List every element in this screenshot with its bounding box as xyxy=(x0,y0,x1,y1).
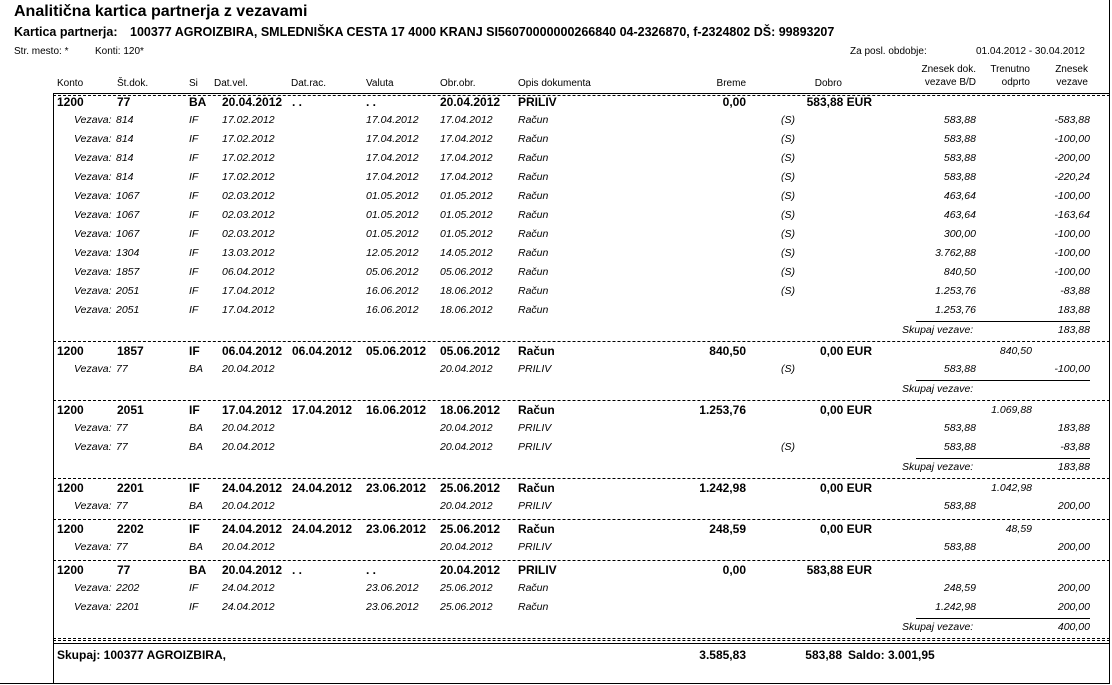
main-datvel: 06.04.2012 xyxy=(222,344,283,358)
link-opis: Račun xyxy=(518,133,549,145)
main-opis: Račun xyxy=(518,403,555,417)
link-datvel: 17.04.2012 xyxy=(222,285,275,297)
main-si: IF xyxy=(189,481,200,495)
link-vlabel: Vezava: xyxy=(74,133,112,145)
link-vlabel: Vezava: xyxy=(74,441,112,453)
main-breme: 1.253,76 xyxy=(699,403,746,417)
link-obrobr: 20.04.2012 xyxy=(440,363,493,375)
main-si: IF xyxy=(189,344,200,358)
col-konto: Konto xyxy=(57,78,84,89)
skupaj-vezave-label: Skupaj vezave: xyxy=(902,383,974,395)
main-obrobr: 25.06.2012 xyxy=(440,481,501,495)
link-vlabel: Vezava: xyxy=(74,582,112,594)
main-breme: 0,00 xyxy=(722,563,746,577)
main-opis: PRILIV xyxy=(518,563,557,577)
main-dobro: 0,00 EUR xyxy=(819,522,872,536)
main-datvel: 24.04.2012 xyxy=(222,522,283,536)
link-datvel: 20.04.2012 xyxy=(222,541,275,553)
main-dobro: 0,00 EUR xyxy=(819,403,872,417)
main-stdok: 1857 xyxy=(117,344,144,358)
footer-saldo: Saldo: 3.001,95 xyxy=(848,648,935,662)
link-znesek_bd: 583,88 xyxy=(943,171,976,183)
left-margin-line xyxy=(53,93,54,684)
main-datrac: . . xyxy=(292,563,303,577)
link-vlabel: Vezava: xyxy=(74,171,112,183)
link-s: (S) xyxy=(781,247,795,259)
link-znesek_bd: 583,88 xyxy=(943,363,976,375)
main-datrac: 17.04.2012 xyxy=(292,403,353,417)
link-si: IF xyxy=(189,266,199,278)
link-datvel: 24.04.2012 xyxy=(222,582,275,594)
link-s: (S) xyxy=(781,441,795,453)
link-nr: 77 xyxy=(116,441,128,453)
link-s: (S) xyxy=(781,209,795,221)
main-datvel: 24.04.2012 xyxy=(222,481,283,495)
link-nr: 1067 xyxy=(116,228,140,240)
group-separator xyxy=(53,400,1110,401)
link-vlabel: Vezava: xyxy=(74,114,112,126)
link-obrobr: 20.04.2012 xyxy=(440,422,493,434)
main-stdok: 77 xyxy=(117,95,131,109)
link-si: IF xyxy=(189,247,199,259)
link-vlabel: Vezava: xyxy=(74,228,112,240)
link-vlabel: Vezava: xyxy=(74,304,112,316)
link-si: IF xyxy=(189,582,199,594)
report-title: Analitična kartica partnerja z vezavami xyxy=(14,3,308,20)
link-obrobr: 14.05.2012 xyxy=(440,247,493,259)
main-obrobr: 20.04.2012 xyxy=(440,563,501,577)
main-opis: PRILIV xyxy=(518,95,557,109)
link-znesek_bd: 463,64 xyxy=(943,209,976,221)
main-valuta: 05.06.2012 xyxy=(366,344,427,358)
link-obrobr: 18.06.2012 xyxy=(440,285,493,297)
link-opis: Račun xyxy=(518,601,549,613)
link-nr: 1304 xyxy=(116,247,140,259)
link-znesek_vez: 200,00 xyxy=(1057,582,1090,594)
link-znesek_vez: 200,00 xyxy=(1057,541,1090,553)
link-znesek_vez: -100,00 xyxy=(1054,190,1090,202)
main-si: IF xyxy=(189,403,200,417)
link-s: (S) xyxy=(781,363,795,375)
group-separator xyxy=(53,341,1110,342)
main-obrobr: 20.04.2012 xyxy=(440,95,501,109)
col-si: Si xyxy=(189,78,198,89)
link-opis: PRILIV xyxy=(518,441,552,453)
link-datvel: 06.04.2012 xyxy=(222,266,275,278)
link-opis: PRILIV xyxy=(518,363,552,375)
main-obrobr: 25.06.2012 xyxy=(440,522,501,536)
col-valuta: Valuta xyxy=(366,78,394,89)
col-opis: Opis dokumenta xyxy=(518,78,591,89)
link-obrobr: 01.05.2012 xyxy=(440,228,493,240)
col-breme: Breme xyxy=(716,78,746,89)
link-znesek_vez: -100,00 xyxy=(1054,228,1090,240)
link-datvel: 20.04.2012 xyxy=(222,441,275,453)
link-znesek_vez: -100,00 xyxy=(1054,363,1090,375)
link-nr: 814 xyxy=(116,133,134,145)
link-datvel: 20.04.2012 xyxy=(222,363,275,375)
main-valuta: 23.06.2012 xyxy=(366,481,427,495)
link-datvel: 02.03.2012 xyxy=(222,228,275,240)
link-znesek_vez: 200,00 xyxy=(1057,500,1090,512)
link-vlabel: Vezava: xyxy=(74,152,112,164)
main-datrac: 24.04.2012 xyxy=(292,481,353,495)
link-obrobr: 17.04.2012 xyxy=(440,171,493,183)
link-si: IF xyxy=(189,209,199,221)
link-datvel: 17.02.2012 xyxy=(222,114,275,126)
link-vlabel: Vezava: xyxy=(74,541,112,553)
main-konto: 1200 xyxy=(57,481,84,495)
main-obrobr: 05.06.2012 xyxy=(440,344,501,358)
link-znesek_vez: -220,24 xyxy=(1054,171,1090,183)
link-vlabel: Vezava: xyxy=(74,209,112,221)
link-znesek_bd: 300,00 xyxy=(943,228,976,240)
link-valuta: 17.04.2012 xyxy=(366,133,419,145)
link-nr: 814 xyxy=(116,152,134,164)
link-znesek_vez: -100,00 xyxy=(1054,133,1090,145)
link-znesek_vez: 183,88 xyxy=(1057,304,1090,316)
link-nr: 77 xyxy=(116,363,128,375)
link-znesek_bd: 1.253,76 xyxy=(935,304,976,316)
col-znesek-vez-line1: Znesek xyxy=(1055,64,1088,75)
header-dashes xyxy=(53,95,1110,96)
link-datvel: 20.04.2012 xyxy=(222,422,275,434)
col-obrobr: Obr.obr. xyxy=(440,78,476,89)
link-s: (S) xyxy=(781,228,795,240)
link-si: IF xyxy=(189,285,199,297)
link-s: (S) xyxy=(781,285,795,297)
link-datvel: 17.02.2012 xyxy=(222,152,275,164)
col-znesek-dok-line1: Znesek dok. xyxy=(921,64,976,75)
link-znesek_bd: 1.253,76 xyxy=(935,285,976,297)
link-valuta: 16.06.2012 xyxy=(366,285,419,297)
main-stdok: 2051 xyxy=(117,403,144,417)
link-nr: 1857 xyxy=(116,266,140,278)
link-valuta: 01.05.2012 xyxy=(366,228,419,240)
partner-info: 100377 AGROIZBIRA, SMLEDNIŠKA CESTA 17 4000 KRANJ SI56070000000266840 04-2326870, f-2324802 DŠ: 99893207 xyxy=(130,25,835,39)
link-datvel: 02.03.2012 xyxy=(222,190,275,202)
link-valuta: 17.04.2012 xyxy=(366,152,419,164)
col-znesek-dok-line2: vezave B/D xyxy=(924,77,976,88)
main-dobro: 583,88 EUR xyxy=(806,95,872,109)
footer-dashes xyxy=(53,640,1110,641)
link-valuta: 01.05.2012 xyxy=(366,190,419,202)
link-si: IF xyxy=(189,190,199,202)
main-stdok: 2201 xyxy=(117,481,144,495)
link-datvel: 17.02.2012 xyxy=(222,133,275,145)
main-valuta: 23.06.2012 xyxy=(366,522,427,536)
link-znesek_vez: -583,88 xyxy=(1054,114,1090,126)
link-vlabel: Vezava: xyxy=(74,247,112,259)
col-trenutno-line2: odprto xyxy=(1001,77,1030,88)
link-obrobr: 17.04.2012 xyxy=(440,133,493,145)
main-datvel: 20.04.2012 xyxy=(222,95,283,109)
link-znesek_vez: 183,88 xyxy=(1057,422,1090,434)
link-valuta: 16.06.2012 xyxy=(366,304,419,316)
main-breme: 248,59 xyxy=(709,522,746,536)
skupaj-vezave-value: 183,88 xyxy=(1057,324,1090,336)
link-znesek_bd: 583,88 xyxy=(943,152,976,164)
link-opis: Račun xyxy=(518,114,549,126)
link-vlabel: Vezava: xyxy=(74,601,112,613)
col-trenutno-odprto xyxy=(970,63,1030,89)
link-valuta: 01.05.2012 xyxy=(366,209,419,221)
link-vlabel: Vezava: xyxy=(74,363,112,375)
group-separator xyxy=(53,560,1110,561)
col-znesek-vez-line2: vezave xyxy=(1056,77,1088,88)
main-konto: 1200 xyxy=(57,522,84,536)
link-obrobr: 20.04.2012 xyxy=(440,441,493,453)
link-znesek_bd: 583,88 xyxy=(943,541,976,553)
link-znesek_bd: 583,88 xyxy=(943,422,976,434)
main-dobro: 583,88 EUR xyxy=(806,563,872,577)
link-obrobr: 20.04.2012 xyxy=(440,500,493,512)
link-valuta: 17.04.2012 xyxy=(366,114,419,126)
link-valuta: 05.06.2012 xyxy=(366,266,419,278)
link-vlabel: Vezava: xyxy=(74,190,112,202)
link-datvel: 24.04.2012 xyxy=(222,601,275,613)
link-nr: 77 xyxy=(116,541,128,553)
link-si: BA xyxy=(189,363,204,375)
link-vlabel: Vezava: xyxy=(74,422,112,434)
konti: Konti: 120* xyxy=(95,46,144,57)
link-obrobr: 01.05.2012 xyxy=(440,190,493,202)
main-datrac: 06.04.2012 xyxy=(292,344,353,358)
link-nr: 814 xyxy=(116,114,134,126)
link-si: BA xyxy=(189,541,204,553)
footer-label: Skupaj: 100377 AGROIZBIRA, xyxy=(57,648,226,662)
link-si: BA xyxy=(189,422,204,434)
col-stdok: Št.dok. xyxy=(117,78,149,89)
main-dobro: 0,00 EUR xyxy=(819,481,872,495)
link-obrobr: 25.06.2012 xyxy=(440,582,493,594)
skupaj-vezave-value: 183,88 xyxy=(1057,461,1090,473)
main-valuta: . . xyxy=(366,563,377,577)
main-obrobr: 18.06.2012 xyxy=(440,403,501,417)
link-opis: PRILIV xyxy=(518,500,552,512)
link-nr: 1067 xyxy=(116,190,140,202)
main-datrac: . . xyxy=(292,95,303,109)
link-valuta: 23.06.2012 xyxy=(366,582,419,594)
link-nr: 2202 xyxy=(116,582,140,594)
group-separator xyxy=(53,519,1110,520)
link-nr: 2201 xyxy=(116,601,140,613)
link-vlabel: Vezava: xyxy=(74,500,112,512)
link-opis: Račun xyxy=(518,171,549,183)
link-si: IF xyxy=(189,152,199,164)
skupaj-underline xyxy=(916,321,1090,322)
main-opis: Račun xyxy=(518,481,555,495)
col-trenutno-line1: Trenutno xyxy=(990,64,1030,75)
main-konto: 1200 xyxy=(57,403,84,417)
link-si: BA xyxy=(189,441,204,453)
link-valuta: 23.06.2012 xyxy=(366,601,419,613)
link-s: (S) xyxy=(781,190,795,202)
link-si: IF xyxy=(189,114,199,126)
link-si: IF xyxy=(189,601,199,613)
link-opis: Račun xyxy=(518,285,549,297)
link-znesek_bd: 248,59 xyxy=(943,582,976,594)
link-opis: Račun xyxy=(518,209,549,221)
link-opis: Račun xyxy=(518,247,549,259)
link-s: (S) xyxy=(781,266,795,278)
link-obrobr: 18.06.2012 xyxy=(440,304,493,316)
main-stdok: 2202 xyxy=(117,522,144,536)
link-znesek_vez: -200,00 xyxy=(1054,152,1090,164)
link-obrobr: 05.06.2012 xyxy=(440,266,493,278)
main-odprto: 1.042,98 xyxy=(991,482,1032,494)
skupaj-vezave-label: Skupaj vezave: xyxy=(902,461,974,473)
link-valuta: 12.05.2012 xyxy=(366,247,419,259)
link-znesek_vez: -100,00 xyxy=(1054,266,1090,278)
main-si: BA xyxy=(189,95,207,109)
link-znesek_bd: 583,88 xyxy=(943,133,976,145)
period-label: Za posl. obdobje: xyxy=(850,46,927,57)
main-valuta: . . xyxy=(366,95,377,109)
main-konto: 1200 xyxy=(57,95,84,109)
main-odprto: 1.069,88 xyxy=(991,404,1032,416)
header-underline xyxy=(53,93,1110,94)
link-nr: 2051 xyxy=(116,285,140,297)
link-valuta: 17.04.2012 xyxy=(366,171,419,183)
link-vlabel: Vezava: xyxy=(74,285,112,297)
link-datvel: 17.02.2012 xyxy=(222,171,275,183)
main-dobro: 0,00 EUR xyxy=(819,344,872,358)
main-stdok: 77 xyxy=(117,563,131,577)
link-opis: Račun xyxy=(518,266,549,278)
link-znesek_vez: -100,00 xyxy=(1054,247,1090,259)
main-konto: 1200 xyxy=(57,563,84,577)
col-datvel: Dat.vel. xyxy=(214,78,248,89)
main-datvel: 17.04.2012 xyxy=(222,403,283,417)
link-znesek_bd: 583,88 xyxy=(943,500,976,512)
link-obrobr: 25.06.2012 xyxy=(440,601,493,613)
link-znesek_bd: 3.762,88 xyxy=(935,247,976,259)
link-datvel: 02.03.2012 xyxy=(222,209,275,221)
link-si: BA xyxy=(189,500,204,512)
main-odprto: 48,59 xyxy=(1005,523,1032,535)
link-datvel: 13.03.2012 xyxy=(222,247,275,259)
link-znesek_vez: -83,88 xyxy=(1060,285,1090,297)
str-mesto: Str. mesto: * xyxy=(14,46,69,57)
skupaj-vezave-value: 400,00 xyxy=(1057,621,1090,633)
main-breme: 1.242,98 xyxy=(699,481,746,495)
link-obrobr: 17.04.2012 xyxy=(440,114,493,126)
group-separator xyxy=(53,478,1110,479)
link-znesek_vez: 200,00 xyxy=(1057,601,1090,613)
skupaj-underline xyxy=(916,458,1090,459)
link-opis: Račun xyxy=(518,582,549,594)
main-opis: Račun xyxy=(518,344,555,358)
link-nr: 2051 xyxy=(116,304,140,316)
link-nr: 77 xyxy=(116,422,128,434)
link-opis: Račun xyxy=(518,152,549,164)
link-opis: Račun xyxy=(518,304,549,316)
link-nr: 1067 xyxy=(116,209,140,221)
footer-rule xyxy=(53,643,1110,644)
main-si: IF xyxy=(189,522,200,536)
main-konto: 1200 xyxy=(57,344,84,358)
link-nr: 77 xyxy=(116,500,128,512)
footer-breme: 3.585,83 xyxy=(699,648,746,662)
link-znesek_vez: -83,88 xyxy=(1060,441,1090,453)
main-breme: 0,00 xyxy=(722,95,746,109)
link-si: IF xyxy=(189,228,199,240)
main-breme: 840,50 xyxy=(709,344,746,358)
col-znesek-vezave xyxy=(1030,63,1088,89)
col-dobro: Dobro xyxy=(814,78,842,89)
main-valuta: 16.06.2012 xyxy=(366,403,427,417)
link-znesek_bd: 463,64 xyxy=(943,190,976,202)
link-znesek_vez: -163,64 xyxy=(1054,209,1090,221)
link-si: IF xyxy=(189,133,199,145)
col-datrac: Dat.rac. xyxy=(291,78,327,89)
skupaj-underline xyxy=(916,618,1090,619)
link-opis: Račun xyxy=(518,228,549,240)
col-znesek-dok xyxy=(890,63,976,89)
link-opis: PRILIV xyxy=(518,541,552,553)
link-opis: Račun xyxy=(518,190,549,202)
skupaj-vezave-label: Skupaj vezave: xyxy=(902,324,974,336)
main-si: BA xyxy=(189,563,207,577)
link-si: IF xyxy=(189,304,199,316)
link-znesek_bd: 583,88 xyxy=(943,441,976,453)
link-obrobr: 01.05.2012 xyxy=(440,209,493,221)
link-datvel: 17.04.2012 xyxy=(222,304,275,316)
skupaj-underline xyxy=(916,380,1090,381)
skupaj-vezave-label: Skupaj vezave: xyxy=(902,621,974,633)
link-s: (S) xyxy=(781,171,795,183)
link-nr: 814 xyxy=(116,171,134,183)
link-s: (S) xyxy=(781,152,795,164)
link-znesek_bd: 1.242,98 xyxy=(935,601,976,613)
link-obrobr: 20.04.2012 xyxy=(440,541,493,553)
main-odprto: 840,50 xyxy=(999,345,1032,357)
link-vlabel: Vezava: xyxy=(74,266,112,278)
link-datvel: 20.04.2012 xyxy=(222,500,275,512)
group-separator xyxy=(53,638,1110,639)
link-obrobr: 17.04.2012 xyxy=(440,152,493,164)
partner-label: Kartica partnerja: xyxy=(14,25,118,39)
footer-dobro: 583,88 xyxy=(805,648,842,662)
link-znesek_bd: 583,88 xyxy=(943,114,976,126)
main-opis: Račun xyxy=(518,522,555,536)
main-datrac: 24.04.2012 xyxy=(292,522,353,536)
link-s: (S) xyxy=(781,114,795,126)
main-datvel: 20.04.2012 xyxy=(222,563,283,577)
period-value: 01.04.2012 - 30.04.2012 xyxy=(976,46,1085,57)
link-znesek_bd: 840,50 xyxy=(943,266,976,278)
link-opis: PRILIV xyxy=(518,422,552,434)
link-s: (S) xyxy=(781,133,795,145)
link-si: IF xyxy=(189,171,199,183)
